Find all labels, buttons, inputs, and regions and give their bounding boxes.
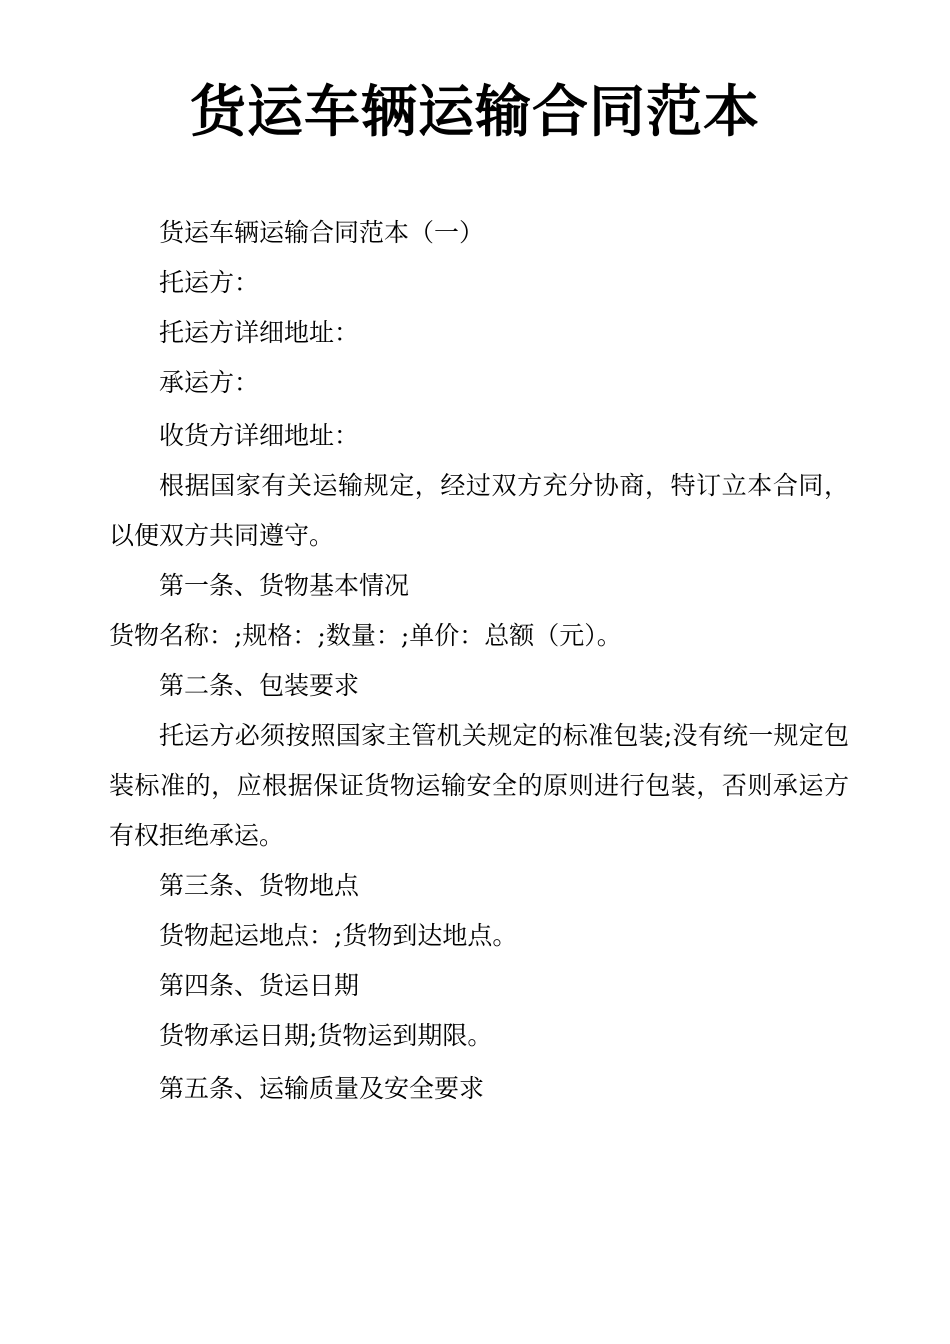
paragraph-consignee-address: 收货方详细地址：	[159, 421, 360, 450]
paragraph-subtitle: 货运车辆运输合同范本（一）	[159, 218, 485, 247]
article-5-heading: 第五条、运输质量及安全要求	[159, 1074, 485, 1103]
paragraph-carrier: 承运方：	[159, 368, 260, 397]
article-4-body: 货物承运日期;货物运到期限。	[159, 1021, 493, 1050]
document-title: 货运车辆运输合同范本	[190, 80, 760, 145]
paragraph-shipper-address: 托运方详细地址：	[159, 318, 360, 347]
paragraph-shipper: 托运方：	[159, 268, 260, 297]
article-3-heading: 第三条、货物地点	[159, 871, 360, 900]
article-2-heading: 第二条、包装要求	[159, 671, 360, 700]
paragraph-preamble: 根据国家有关运输规定，经过双方充分协商，特订立本合同，以便双方共同遵守。	[109, 471, 849, 550]
article-1-heading: 第一条、货物基本情况	[159, 571, 410, 600]
document-body	[109, 208, 849, 1114]
article-3-body: 货物起运地点：;货物到达地点。	[159, 921, 518, 950]
article-4-heading: 第四条、货运日期	[159, 971, 360, 1000]
article-2-body: 托运方必须按照国家主管机关规定的标准包装;没有统一规定包装标准的，应根据保证货物运输安全的原则进行包装，否则承运方有权拒绝承运。	[109, 721, 849, 850]
article-1-body: 货物名称：;规格：;数量：;单价：总额（元）。	[109, 621, 622, 650]
